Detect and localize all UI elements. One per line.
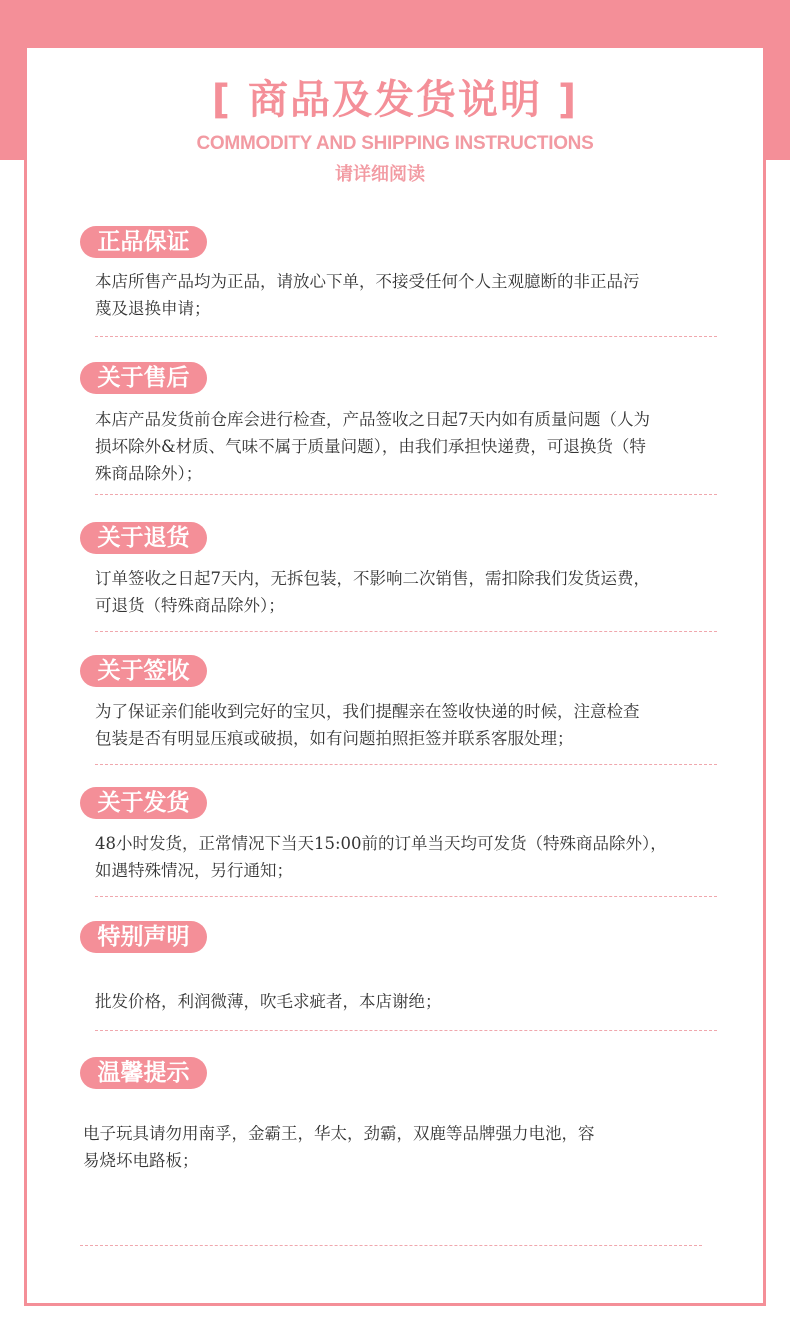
- text-line: 包装是否有明显压痕或破损，如有问题拍照拒签并联系客服处理；: [95, 729, 574, 748]
- section-text-authentic: [95, 268, 745, 322]
- section-badge-after-sales: 关于售后: [80, 362, 207, 394]
- text-line: 48小时发货，正常情况下当天15:00前的订单当天均可发货（特殊商品除外），: [95, 834, 667, 853]
- text-line: 电子玩具请勿用南孚，金霸王，华太，劲霸，双鹿等品牌强力电池，容: [83, 1124, 595, 1143]
- section-badge-authentic: 正品保证: [80, 226, 207, 258]
- divider: [95, 494, 717, 495]
- section-text-tips: [83, 1120, 733, 1174]
- section-badge-special-statement: 特别声明: [80, 921, 207, 953]
- text-line: 为了保证亲们能收到完好的宝贝，我们提醒亲在签收快递的时候，注意检查: [95, 702, 640, 721]
- text-line: 订单签收之日起7天内，无拆包装，不影响二次销售，需扣除我们发货运费，: [95, 569, 650, 588]
- section-badge-tips: 温馨提示: [80, 1057, 207, 1089]
- divider: [95, 764, 717, 765]
- text-line: 易烧坏电路板；: [83, 1151, 199, 1170]
- text-line: 如遇特殊情况，另行通知；: [95, 861, 293, 880]
- section-text-shipping: [95, 830, 745, 884]
- english-subtitle: COMMODITY AND SHIPPING INSTRUCTIONS: [196, 133, 594, 154]
- section-badge-shipping: 关于发货: [80, 787, 207, 819]
- text-line: 本店所售产品均为正品，请放心下单，不接受任何个人主观臆断的非正品污: [95, 272, 640, 291]
- divider: [95, 631, 717, 632]
- text-line: 可退货（特殊商品除外）；: [95, 596, 285, 615]
- text-line: 批发价格，利润微薄，吹毛求疵者，本店谢绝；: [95, 992, 442, 1011]
- section-text-special-statement: [95, 988, 745, 1015]
- read-carefully-subtitle: 请详细阅读: [335, 164, 425, 185]
- section-text-returns: [95, 565, 745, 619]
- page-title: [ 商品及发货说明 ]: [211, 77, 579, 123]
- section-badge-receipt: 关于签收: [80, 655, 207, 687]
- section-text-receipt: [95, 698, 745, 752]
- text-line: 本店产品发货前仓库会进行检查，产品签收之日起7天内如有质量问题（人为: [95, 410, 650, 429]
- divider: [80, 1245, 702, 1246]
- divider: [95, 336, 717, 337]
- text-line: 殊商品除外）；: [95, 464, 203, 483]
- divider: [95, 1030, 717, 1031]
- text-line: 损坏除外&材质、气味不属于质量问题），由我们承担快递费，可退换货（特: [95, 437, 646, 456]
- section-badge-returns: 关于退货: [80, 522, 207, 554]
- text-line: 蔑及退换申请；: [95, 299, 211, 318]
- divider: [95, 896, 717, 897]
- section-text-after-sales: [95, 406, 745, 487]
